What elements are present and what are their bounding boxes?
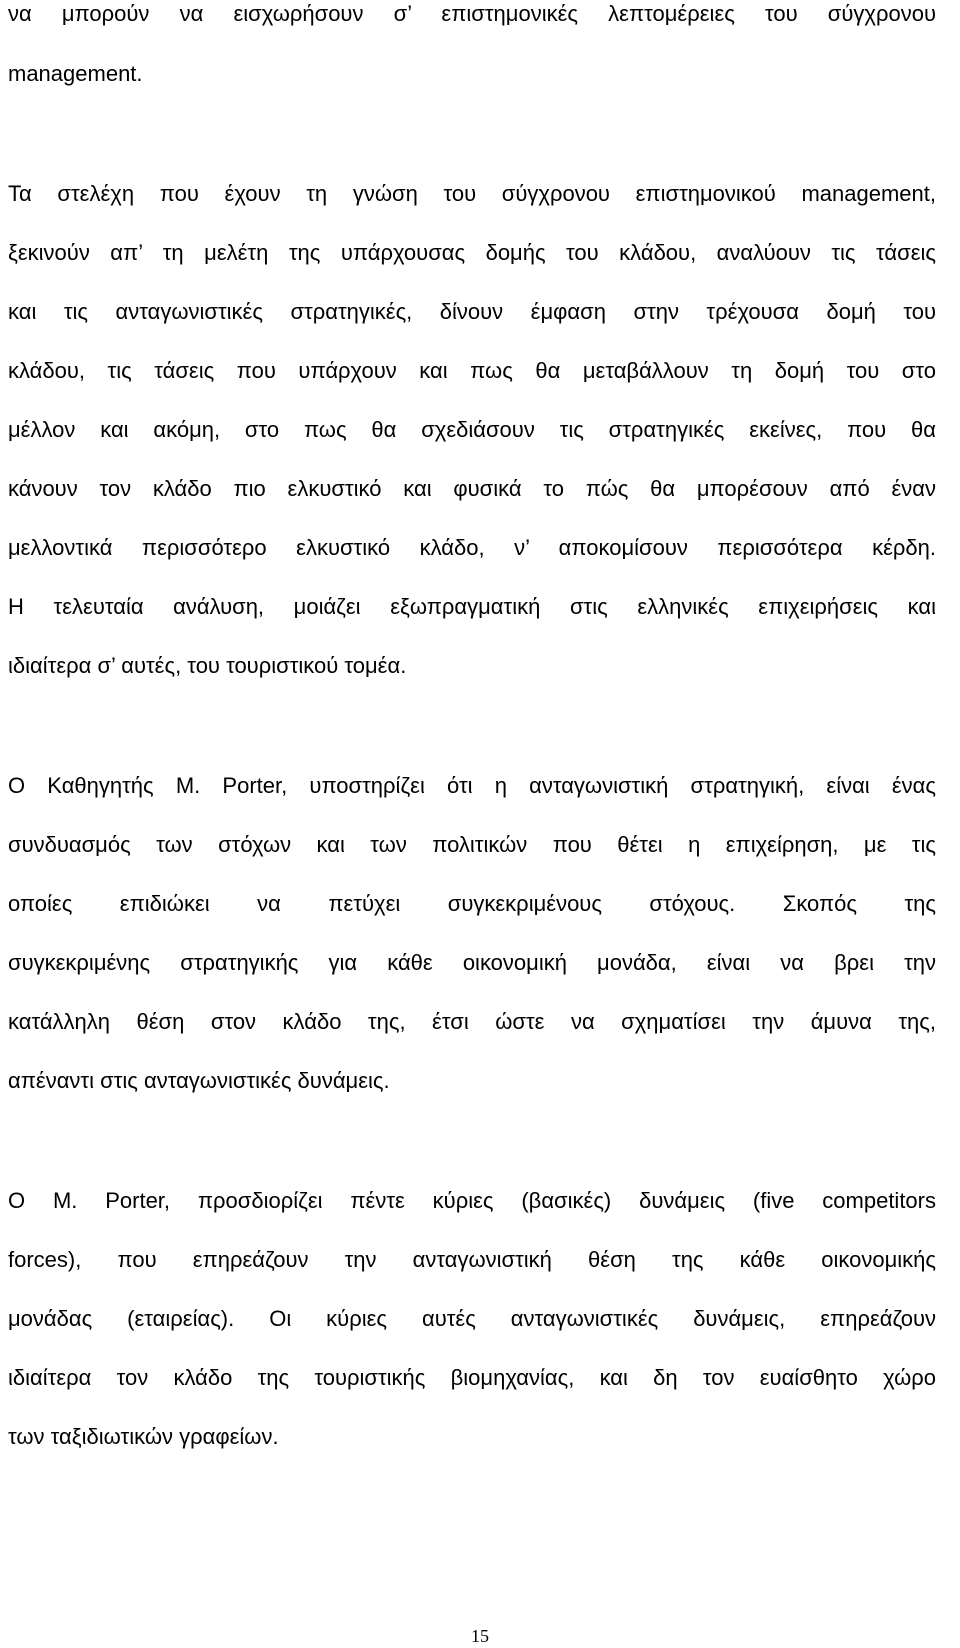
paragraph-3-line-2: forces), που επηρεάζουν την ανταγωνιστική θέση της κάθε οικονομικής [8, 1247, 936, 1272]
intro-line-1: να μπορούν να εισχωρήσουν σ’ επιστημονικές λεπτομέρειες του σύγχρονου [8, 1, 936, 26]
paragraph-1-line-3: και τις ανταγωνιστικές στρατηγικές, δίνουν έμφαση στην τρέχουσα δομή του [8, 299, 936, 324]
paragraph-1-line-7: μελλοντικά περισσότερο ελκυστικό κλάδο, ν’ αποκομίσουν περισσότερα κέρδη. [8, 535, 936, 560]
paragraph-1-line-9: ιδιαίτερα σ’ αυτές, του τουριστικού τομέα. [8, 653, 407, 678]
paragraph-3-line-4: ιδιαίτερα τον κλάδο της τουριστικής βιομηχανίας, και δη τον ευαίσθητο χώρο [8, 1365, 936, 1390]
paragraph-3-line-3: μονάδας (εταιρείας). Οι κύριες αυτές ανταγωνιστικές δυνάμεις, επηρεάζουν [8, 1306, 936, 1331]
intro-line-2: management. [8, 61, 143, 86]
paragraph-2-line-1: Ο Καθηγητής Μ. Porter, υποστηρίζει ότι η ανταγωνιστική στρατηγική, είναι ένας [8, 773, 936, 798]
paragraph-1-line-6: κάνουν τον κλάδο πιο ελκυστικό και φυσικά το πώς θα μπορέσουν από έναν [8, 476, 936, 501]
paragraph-2-line-6: απέναντι στις ανταγωνιστικές δυνάμεις. [8, 1068, 390, 1093]
paragraph-3-line-5: των ταξιδιωτικών γραφείων. [8, 1424, 279, 1449]
paragraph-2-line-3: οποίες επιδιώκει να πετύχει συγκεκριμένους στόχους. Σκοπός της [8, 891, 936, 916]
paragraph-1-line-2: ξεκινούν απ’ τη μελέτη της υπάρχουσας δομής του κλάδου, αναλύουν τις τάσεις [8, 240, 936, 265]
paragraph-1-line-4: κλάδου, τις τάσεις που υπάρχουν και πως θα μεταβάλλουν τη δομή του στο [8, 358, 936, 383]
paragraph-1-line-8: Η τελευταία ανάλυση, μοιάζει εξωπραγματική στις ελληνικές επιχειρήσεις και [8, 594, 936, 619]
paragraph-3-line-1: Ο Μ. Porter, προσδιορίζει πέντε κύριες (βασικές) δυνάμεις (five competitors [8, 1188, 936, 1213]
paragraph-1-line-1: Τα στελέχη που έχουν τη γνώση του σύγχρονου επιστημονικού management, [8, 181, 936, 206]
paragraph-2-line-4: συγκεκριμένης στρατηγικής για κάθε οικονομική μονάδα, είναι να βρει την [8, 950, 936, 975]
paragraph-1-line-5: μέλλον και ακόμη, στο πως θα σχεδιάσουν τις στρατηγικές εκείνες, που θα [8, 417, 936, 442]
paragraph-2-line-2: συνδυασμός των στόχων και των πολιτικών που θέτει η επιχείρηση, με τις [8, 832, 936, 857]
paragraph-2-line-5: κατάλληλη θέση στον κλάδο της, έτσι ώστε να σχηματίσει την άμυνα της, [8, 1009, 936, 1034]
page-number: 15 [471, 1626, 489, 1646]
